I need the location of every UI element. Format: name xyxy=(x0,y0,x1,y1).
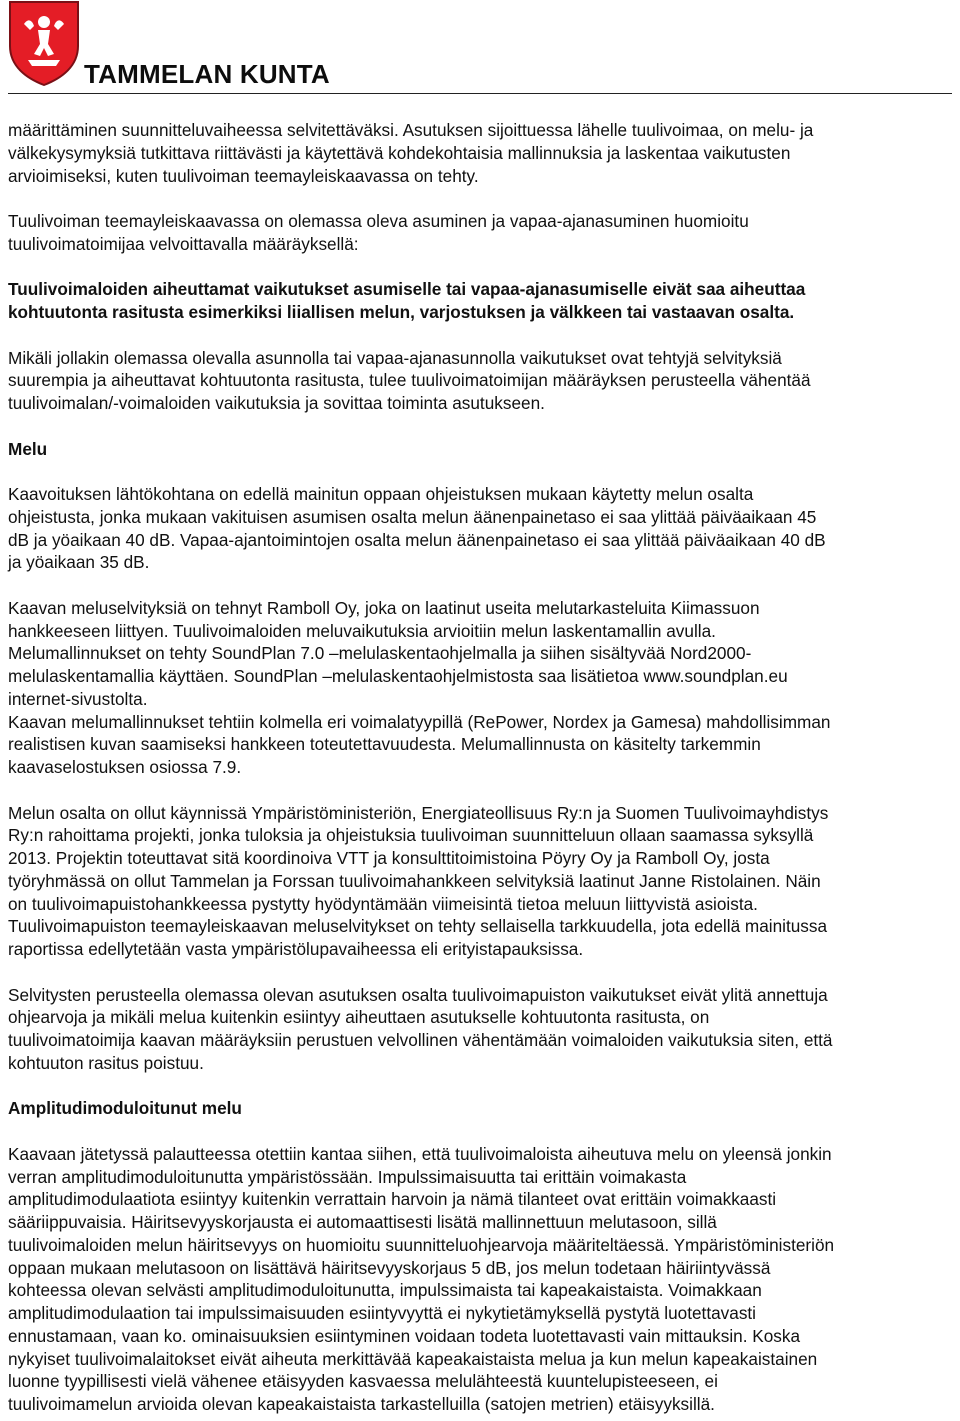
text-line: Tuulivoiman teemayleiskaavassa on olemassa oleva asuminen ja vapaa-ajanasuminen huomioitu xyxy=(8,211,749,231)
text-line: Tuulivoimapuiston teemayleiskaavan meluselvitykset on tehty sellaisella tarkkuudella, jota edellä mainitussa xyxy=(8,916,828,937)
regulation-quote xyxy=(8,278,958,324)
text-line: sääriippuvaisia. Häiritsevyyskorjausta ei automaattisesti lisätä mallinnettuun melutasoon, sillä xyxy=(8,1212,717,1232)
paragraph xyxy=(8,119,958,187)
text-line: välkekysymyksiä tutkittava riittävästi ja käytettävä kohdekohtaisia mallinnuksia ja laskentaa vaikutusten xyxy=(8,142,791,163)
text-line: amplitudimodulaatiota esiintyy kuitenkin verrattain harvoin ja nämä tilanteet ovat erittäin voimakkaasti xyxy=(8,1189,777,1210)
text-line: Kaavan meluselvityksiä on tehnyt Ramboll Oy, joka on laatinut useita melutarkasteluita Kiimassuon xyxy=(8,597,760,618)
text-line: Mikäli jollakin olemassa olevalla asunnolla tai vapaa-ajanasunnolla vaikutukset ovat tehtyjä selvityksiä xyxy=(8,347,782,368)
text-line: tuulivoimamelun arvioida olevan kapeakaistaista tarkastelluilla (satojen metrien) etäisyyksillä. xyxy=(8,1394,715,1414)
header-divider xyxy=(8,93,952,94)
text-line: kohtuuton rasitus poistuu. xyxy=(8,1052,204,1073)
text-line: dB ja yöaikaan 40 dB. Vapaa-ajantoimintojen osalta melun äänenpainetaso ei saa ylittää päiväaikaan 40 dB xyxy=(8,529,826,550)
section-heading-amplitudi: Amplitudimoduloitunut melu xyxy=(8,1098,242,1119)
section-heading-melu: Melu xyxy=(8,438,48,459)
document-body xyxy=(8,119,958,1416)
text-line: ohjeistusta, jonka mukaan vakituisen asumisen osalta melun äänenpainetaso ei saa ylittää päiväaikaan 45 xyxy=(8,506,817,527)
text-line: määrittäminen suunnitteluvaiheessa selvitettäväksi. Asutuksen sijoittuessa lähelle tuulivoimaa, on melu- ja xyxy=(8,120,814,140)
text-line: realistisen kuvan saamiseksi hankkeen toteutettavuudesta. Melumallinnusta on käsitelty tarkemmin xyxy=(8,734,761,755)
municipality-name: TAMMELAN KUNTA xyxy=(84,59,330,89)
text-line: suurempia ja aiheuttavat kohtuutonta rasitusta, tulee tuulivoimatoimijan määräyksen perusteella vähentää xyxy=(8,370,811,391)
page-header xyxy=(0,0,960,100)
text-line: raportissa edellytetään vasta ympäristölupavaiheessa eli erityistapauksissa. xyxy=(8,939,584,959)
text-line: luonne tyypillisesti vielä vähenee etäisyyden kasvaessa melulähteestä kuuntelupisteeseen, ei xyxy=(8,1371,718,1392)
text-line: Kaavaan jätetyssä palautteessa otettiin kantaa siihen, että tuulivoimaloista aiheutuva melu on yleensä jonkin xyxy=(8,1143,832,1164)
text-line: arvioimiseksi, kuten tuulivoiman teemayleiskaavassa on tehty. xyxy=(8,165,479,186)
municipality-crest-icon xyxy=(8,0,80,86)
text-line: tuulivoimalan/-voimaloiden vaikutuksia ja sovittaa toiminta asutukseen. xyxy=(8,393,545,413)
paragraph xyxy=(8,597,958,779)
text-line: nykyiset tuulivoimalaitokset eivät aiheuta merkittävää kapeakaistaista melua ja kun melun kapeakaistainen xyxy=(8,1348,818,1369)
paragraph xyxy=(8,1143,958,1416)
text-line: kaavaselostuksen osiossa 7.9. xyxy=(8,757,242,777)
paragraph xyxy=(8,347,958,415)
text-line: hankkeeseen liittyen. Tuulivoimaloiden meluvaikutuksia arvioitiin melun laskentamallin avulla. xyxy=(8,620,716,641)
text-line: Tuulivoimaloiden aiheuttamat vaikutukset asumiselle tai vapaa-ajanasumiselle eivät saa aiheuttaa xyxy=(8,279,806,300)
paragraph xyxy=(8,483,958,574)
text-line: ennustamaan, vaan ko. ominaisuuksien esiintyminen voidaan todeta luotettavasti vain mittauksin. Koska xyxy=(8,1325,801,1346)
text-line: melulaskentamallia käyttäen. SoundPlan –melulaskentaohjelmistosta saa lisätietoa www.soundplan.eu xyxy=(8,666,788,686)
text-line: Melumallinnukset on tehty SoundPlan 7.0 –melulaskentaohjelmalla ja siihen sisältyvää Nord2000- xyxy=(8,643,752,664)
text-line: ja yöaikaan 35 dB. xyxy=(8,552,150,573)
text-line: verran amplitudimoduloitunutta ympäristössään. Impulssimaisuutta tai erittäin voimakasta xyxy=(8,1166,687,1187)
text-line: ohjearvoja ja mikäli melua kuitenkin esiintyy aiheuttaen asutukselle kohtuutonta rasitusta, on xyxy=(8,1007,710,1028)
text-line: oppaan mukaan melutasoon on lisättävä häiritsevyyskorjaus 5 dB, jos melun todetaan häiriintyvässä xyxy=(8,1257,771,1278)
paragraph xyxy=(8,984,958,1075)
text-line: amplitudimodulaation tai impulssimaisuuden esiintyvyyttä ei nykytietämyksellä pystytä luotettavasti xyxy=(8,1303,757,1323)
text-line: tuulivoimatoimija kaavan määräyksiin perustuen velvollinen vähentämään voimaloiden vaikutuksia siten, että xyxy=(8,1030,833,1050)
text-line: tuulivoimatoimijaa velvoittavalla määräyksellä: xyxy=(8,233,359,254)
text-line: internet-sivustolta. xyxy=(8,688,148,709)
text-line: tuulivoimaloiden melun häiritsevyys on huomioitu suunnitteluohjearvoja määriteltäessä. Ympäristöministeriön xyxy=(8,1234,835,1255)
text-line: Melun osalta on ollut käynnissä Ympäristöministeriön, Energiateollisuus Ry:n ja Suomen Tuulivoimayhdistys xyxy=(8,802,829,823)
text-line: Selvitysten perusteella olemassa olevan asutuksen osalta tuulivoimapuiston vaikutukset eivät ylitä annettuja xyxy=(8,984,828,1005)
paragraph xyxy=(8,802,958,961)
text-line: Ry:n rahoittama projekti, jonka tuloksia ja ohjeistuksia tuulivoiman suunnitteluun ollaan saamassa syksyllä xyxy=(8,825,814,846)
text-line: Kaavoituksen lähtökohtana on edellä mainitun oppaan ohjeistuksen mukaan käytetty melun osalta xyxy=(8,484,754,504)
text-line: 2013. Projektin toteuttavat sitä koordinoiva VTT ja konsulttitoimistoina Pöyry Oy ja Ramboll Oy, josta xyxy=(8,848,770,868)
text-line: Kaavan melumallinnukset tehtiin kolmella eri voimalatyypillä (RePower, Nordex ja Gamesa) mahdollisimman xyxy=(8,711,831,732)
text-line: on tuulivoimapuistohankkeessa pystytty hyödyntämään viimeisintä tietoa meluun liittyvistä asioista. xyxy=(8,893,758,914)
text-line: työryhmässä on ollut Tammelan ja Forssan tuulivoimahankkeen selvityksiä laatinut Janne Ristolainen. Näin xyxy=(8,870,821,891)
text-line: kohtuutonta rasitusta esimerkiksi liiallisen melun, varjostuksen ja välkkeen tai vastaavan osalta. xyxy=(8,302,795,322)
text-line: kohteessa olevan selvästi amplitudimoduloitunutta, impulssimaista tai kapeakaistaista. Voimakkaan xyxy=(8,1280,762,1301)
paragraph xyxy=(8,210,958,256)
